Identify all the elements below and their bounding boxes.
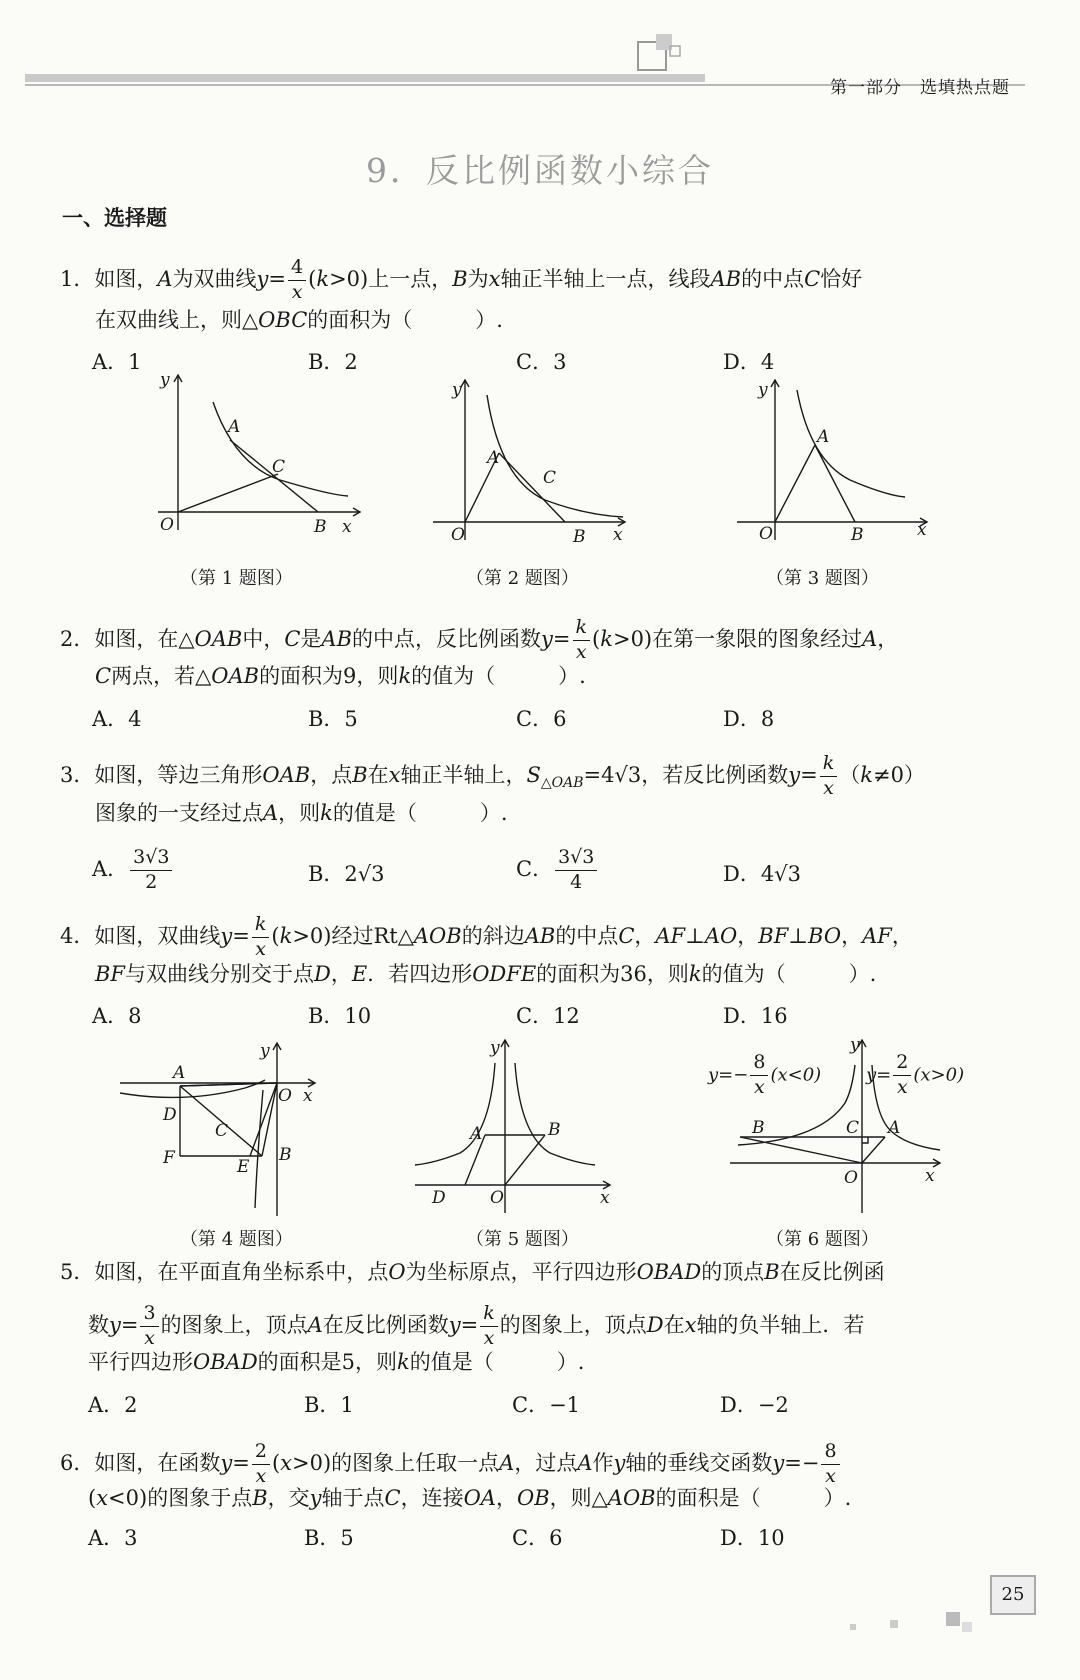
fig1-a-label: A (228, 417, 241, 437)
q4-option-b: B．10 (308, 1004, 372, 1028)
q2-line1: 2．如图，在△OAB中，C是AB的中点，反比例函数y= $\frac{k}{x}$ (k>0)在第一象限的图象经过A， (60, 616, 899, 663)
fig4-c-label: C (215, 1121, 229, 1141)
fig2-b-label: B (573, 527, 586, 547)
fig4-y-label: y (260, 1041, 270, 1061)
q4-option-d: D．16 (723, 1004, 788, 1028)
q2-fraction: $\frac{k}{x}$ (573, 618, 591, 663)
fig5-b-label: B (548, 1120, 561, 1140)
figure-5 (410, 1035, 620, 1215)
fig6-x-label: x (925, 1166, 935, 1186)
footer-deco-icon (850, 1610, 980, 1640)
fig4-f-label: F (163, 1148, 175, 1168)
fig5-o-label: O (490, 1188, 504, 1208)
q3-option-b: B．2√3 (308, 862, 385, 886)
fig4-o-label: O (278, 1086, 292, 1106)
q5-option-c: C．−1 (512, 1393, 581, 1417)
q1-line1: 1．如图，A为双曲线y= $\frac{4}{x}$ (k>0)上一点，B为x轴正半轴上一点，线段AB的中点C恰好 (60, 256, 863, 303)
fig1-b-label: B (314, 517, 327, 537)
figure-3 (735, 375, 935, 545)
q5-option-d: D．−2 (720, 1393, 789, 1417)
q3-option-d: D．4√3 (723, 862, 801, 886)
q4-line1: 4．如图，双曲线y= $\frac{k}{x}$ (k>0)经过Rt△AOB的斜边AB的中点C，AF⊥AO，BF⊥BO，AF， (60, 913, 913, 960)
fig5-y-label: y (490, 1038, 500, 1058)
header-band (25, 74, 705, 82)
section-label: 一、选择题 (62, 206, 167, 230)
q1-fraction: $\frac{4}{x}$ (288, 258, 306, 303)
fig3-y-label: y (758, 380, 768, 400)
fig1-y-label: y (160, 370, 170, 390)
fig5-d-label: D (432, 1188, 446, 1208)
q5-line3: 平行四边形OBAD的面积是5，则k的值是（ ）. (88, 1350, 585, 1374)
q5-fraction-2: $\frac{k}{x}$ (480, 1304, 498, 1349)
fig6-y-label: y (850, 1035, 860, 1055)
q1-option-b: B．2 (308, 350, 358, 374)
fig6-o-label: O (844, 1168, 858, 1188)
q6-fraction-1: $\frac{2}{x}$ (252, 1442, 270, 1487)
q2-option-b: B．5 (308, 707, 358, 731)
q6-option-c: C．6 (512, 1526, 563, 1550)
fig2-a-label: A (487, 448, 500, 468)
figure-1 (150, 370, 370, 540)
page-title: 9．反比例函数小综合 (366, 151, 714, 190)
fig5-caption: （第 5 题图） (466, 1229, 579, 1250)
fig4-x-label: x (303, 1086, 313, 1106)
fig4-d-label: D (163, 1105, 177, 1125)
q3-option-c: C． $\frac{3√3}{4}$ (516, 848, 599, 893)
q1-option-d: D．4 (723, 350, 775, 374)
figure-4 (115, 1038, 325, 1218)
q2-line2: C两点，若△OAB的面积为9，则k的值为（ ）. (95, 664, 586, 688)
q4-option-a: A．8 (92, 1004, 142, 1028)
fig6-a-label: A (888, 1118, 901, 1138)
q5-option-a: A．2 (88, 1393, 138, 1417)
q5-line1: 5．如图，在平面直角坐标系中，点O为坐标原点，平行四边形OBAD的顶点B在反比例函 (60, 1260, 885, 1284)
fig1-x-label: x (342, 517, 352, 537)
figure-2 (425, 375, 635, 545)
fig4-a-label: A (173, 1063, 186, 1083)
q1-line2: 在双曲线上，则△OBC的面积为（ ）. (95, 308, 503, 332)
q6-line1: 6．如图，在函数y= $\frac{2}{x}$ (x>0)的图象上任取一点A，过点A作y轴的垂线交函数y=− $\frac{8}{x}$ (60, 1442, 842, 1487)
fig2-x-label: x (613, 525, 623, 545)
fig3-x-label: x (917, 520, 927, 540)
fig2-caption: （第 2 题图） (466, 568, 579, 589)
q3-line1: 3．如图，等边三角形OAB，点B在x轴正半轴上，$S_{\triangle OAB}=4√3$，若反比例函数y= $\frac{k}{x}$ （k≠0） (60, 752, 925, 799)
q6-fraction-2: $\frac{8}{x}$ (821, 1442, 839, 1487)
header-section: 第一部分 选填热点题 (830, 78, 1010, 98)
q2-option-a: A．4 (92, 707, 142, 731)
q6-option-d: D．10 (720, 1526, 785, 1550)
fig1-caption: （第 1 题图） (180, 568, 293, 589)
page-number: 25 (990, 1575, 1036, 1615)
fig6-c-label: C (846, 1118, 860, 1138)
fig4-b-label: B (279, 1145, 292, 1165)
q1-option-a: A．1 (92, 350, 142, 374)
fig3-caption: （第 3 题图） (766, 568, 879, 589)
fig6-left-formula: y=− $\frac{8}{x}$ (x<0) (708, 1051, 822, 1098)
q6-option-a: A．3 (88, 1526, 138, 1550)
fig2-o-label: O (451, 525, 465, 545)
fig3-a-label: A (817, 427, 830, 447)
fig5-x-label: x (600, 1188, 610, 1208)
fig6-caption: （第 6 题图） (766, 1229, 879, 1250)
fig6-right-formula: y= $\frac{2}{x}$ (x>0) (866, 1051, 965, 1098)
fig1-c-label: C (272, 457, 286, 477)
fig3-o-label: O (759, 524, 773, 544)
fig6-b-label: B (752, 1118, 765, 1138)
header-deco-icon (630, 30, 690, 80)
q5-fraction-1: $\frac{3}{x}$ (140, 1304, 158, 1349)
q4-option-c: C．12 (516, 1004, 580, 1028)
q2-option-c: C．6 (516, 707, 567, 731)
q5-option-b: B．1 (304, 1393, 354, 1417)
q4-line2: BF与双曲线分别交于点D，E．若四边形ODFE的面积为36，则k的值为（ ）. (95, 962, 877, 986)
q3-line2: 图象的一支经过点A，则k的值是（ ）. (95, 801, 508, 825)
q3-option-a: A． $\frac{3√3}{2}$ (92, 848, 174, 893)
fig5-a-label: A (470, 1124, 483, 1144)
q5-line2: 数y= $\frac{3}{x}$ 的图象上，顶点A在反比例函数y= $\frac{k}{x}$ 的图象上，顶点D在x轴的负半轴上．若 (88, 1302, 865, 1349)
fig3-b-label: B (851, 525, 864, 545)
q6-option-b: B．5 (304, 1526, 354, 1550)
q6-line2: (x<0)的图象于点B，交y轴于点C，连接OA，OB，则△AOB的面积是（ ）. (88, 1486, 852, 1510)
q3-fraction: $\frac{k}{x}$ (820, 754, 838, 799)
fig2-c-label: C (543, 468, 557, 488)
q1-option-c: C．3 (516, 350, 567, 374)
q4-fraction: $\frac{k}{x}$ (252, 915, 270, 960)
fig1-o-label: O (160, 515, 174, 535)
q2-option-d: D．8 (723, 707, 775, 731)
fig4-caption: （第 4 题图） (180, 1229, 293, 1250)
fig2-y-label: y (452, 380, 462, 400)
fig4-e-label: E (237, 1157, 250, 1177)
